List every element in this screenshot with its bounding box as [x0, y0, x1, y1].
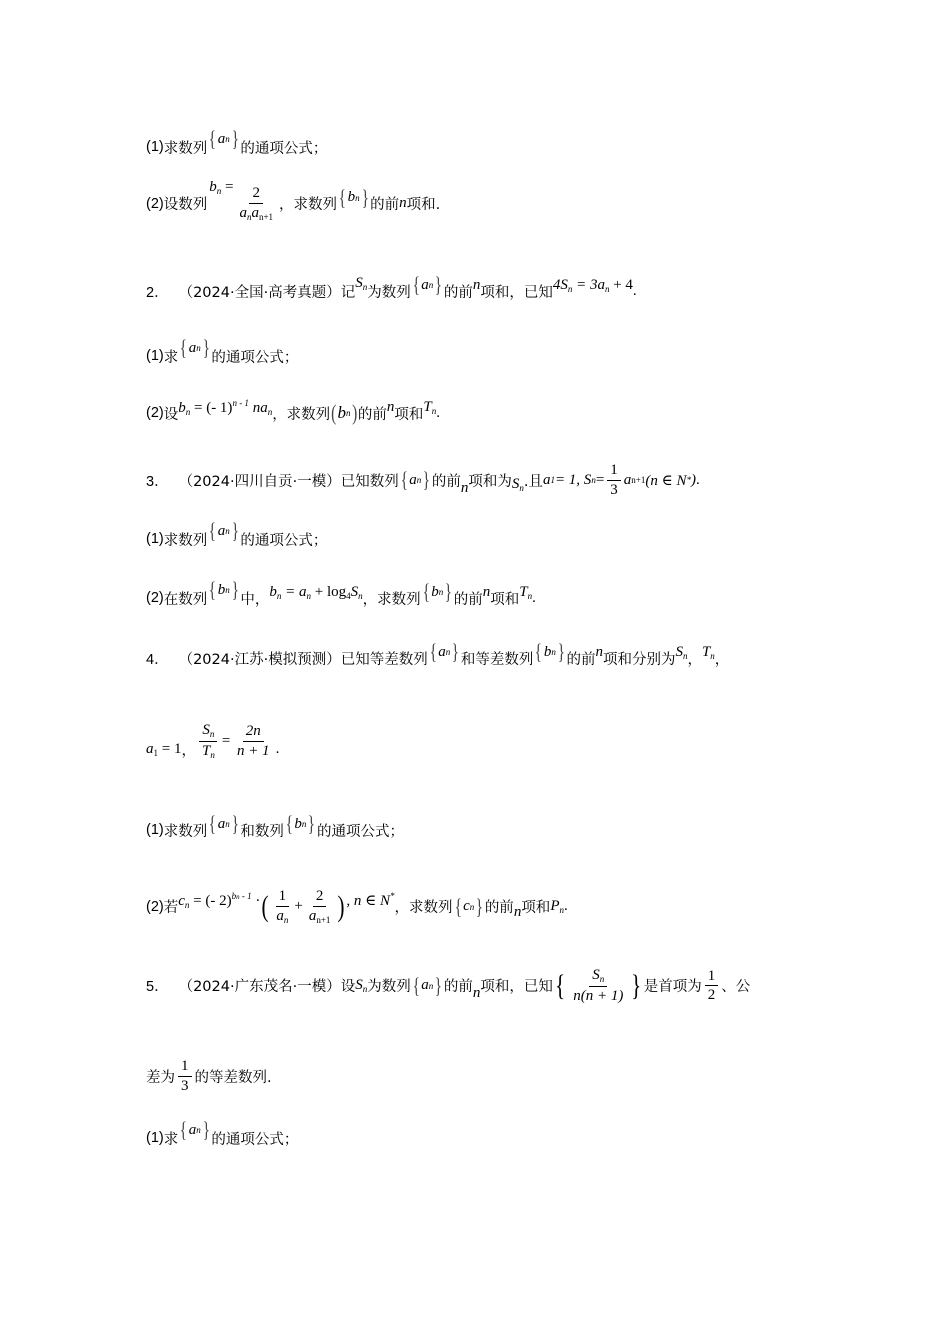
label: (2)	[146, 405, 164, 421]
var-T: $T_n$	[701, 643, 715, 661]
question-5	[146, 967, 750, 1004]
seq-b: ( b n )	[331, 400, 357, 425]
question-3	[146, 462, 700, 498]
fraction-half: $\frac{1}{2}$	[705, 968, 719, 1004]
seq-a: { a n }	[208, 811, 239, 836]
question-number: 2．	[146, 284, 169, 301]
text: 的通项公式；	[240, 532, 328, 549]
text: 项和，已知	[480, 284, 553, 301]
item-2-2	[146, 397, 440, 426]
text: 求	[163, 1131, 179, 1148]
text: 的通项公式；	[316, 823, 404, 840]
text: 已知等差数列	[340, 651, 428, 668]
var-S: $S_n$	[675, 643, 688, 661]
var-S: $S_n$	[355, 977, 368, 995]
text: 的前	[453, 591, 483, 608]
formula-a1: $a_1 = 1$	[146, 740, 182, 758]
text: 项和.	[406, 197, 441, 214]
period: .	[563, 898, 568, 915]
text: 和数列	[240, 823, 284, 840]
item-4-1	[146, 811, 404, 843]
comma: ，	[714, 651, 730, 668]
var-n: n	[472, 985, 481, 1002]
text: 设数列	[163, 197, 208, 214]
fraction-third: $\frac{1}{3}$	[178, 1058, 192, 1094]
fraction-2n: $\frac{2n}{n + 1}$	[236, 723, 270, 759]
var-T: $T_n$	[519, 583, 533, 601]
source: （2024·广东茂名·一模）	[178, 979, 341, 996]
text: 在数列	[163, 591, 208, 608]
text: 求数列	[163, 140, 208, 157]
text: 项和	[394, 406, 424, 423]
text: 设	[340, 979, 356, 996]
period: .	[275, 740, 280, 757]
text: .且	[523, 473, 543, 490]
fraction: $\frac{2}{a_na_{n+1}}$	[239, 185, 274, 222]
text: 项和	[521, 900, 551, 917]
formula: a 1 = 1, S n = $\frac{1}{3}$ a n+1 (n ∈ N * )	[542, 462, 696, 498]
var-n: n	[595, 643, 603, 660]
seq-a: { a n }	[412, 972, 443, 998]
label: (1)	[146, 348, 164, 364]
question-4-condition	[146, 722, 279, 761]
text: 项和分别为	[602, 651, 676, 668]
formula: $b_n = a_n + \log_4S_n$	[269, 583, 363, 601]
label: (1)	[146, 531, 164, 547]
period: .	[436, 404, 440, 421]
text: 若	[163, 900, 179, 917]
period: .	[695, 471, 700, 488]
text: 项和，已知	[480, 979, 553, 996]
label: (1)	[146, 139, 164, 155]
text: 是首项为	[643, 979, 702, 996]
text: 和等差数列	[460, 651, 534, 668]
text: ，求数列	[394, 900, 453, 917]
fraction-braced: { $\frac{S_n}{n(n + 1)}$ }	[554, 967, 642, 1004]
question-4	[146, 639, 730, 671]
item-4-2	[146, 888, 568, 925]
seq-a: { a n }	[179, 335, 210, 360]
source: （2024·江苏·模拟预测）	[178, 651, 341, 668]
item-5-1	[146, 1117, 299, 1151]
var-T: $T_n$	[423, 398, 437, 416]
seq-b: { b n }	[285, 811, 316, 836]
source: （2024·四川自贡·一模）	[178, 473, 341, 490]
text: 的前	[443, 284, 473, 301]
var-n: n	[460, 479, 469, 496]
text: 求	[163, 349, 179, 366]
label: (2)	[146, 590, 164, 606]
seq-b: { b n }	[208, 577, 239, 602]
item-1-1	[146, 126, 328, 160]
text: 设	[163, 406, 179, 423]
seq-a: { a n }	[208, 126, 239, 151]
text: 求数列	[163, 532, 208, 549]
text: 的等差数列.	[194, 1069, 272, 1086]
label: (1)	[146, 1130, 164, 1146]
text: ，求数列	[279, 197, 338, 214]
text: 的前	[431, 473, 461, 490]
text: 的前	[370, 197, 400, 214]
fraction-S-over-T: $\frac{S_n}{T_n}$	[199, 722, 218, 761]
item-1-2	[146, 179, 441, 222]
period: .	[632, 282, 637, 299]
formula: $4S_n = 3a_n + 4$	[552, 276, 633, 294]
seq-b: { b n }	[338, 184, 369, 210]
equals: =	[220, 732, 231, 749]
var-P: $P_n$	[550, 898, 564, 916]
text: 、公	[721, 979, 751, 996]
formula-bn: $b_n$ =	[209, 179, 234, 197]
text: 的前	[443, 979, 473, 996]
seq-c: { c n }	[454, 893, 484, 919]
var-n: n	[482, 583, 491, 600]
text: 项和为	[468, 473, 512, 490]
text: 已知数列	[340, 473, 399, 490]
seq-a: { a n }	[400, 467, 431, 492]
var-n: n	[513, 904, 522, 921]
text: 记	[340, 284, 356, 301]
period: .	[532, 589, 536, 606]
question-5-cont	[146, 1058, 272, 1094]
var-n: n	[472, 276, 481, 293]
var-S: $S_n$	[355, 274, 368, 292]
text: 的前	[484, 900, 514, 917]
seq-a: { a n }	[429, 639, 460, 664]
text: 的通项公式；	[211, 349, 299, 366]
text: 的通项公式；	[240, 140, 328, 157]
var-S: $S_n$	[511, 475, 524, 493]
item-3-1	[146, 518, 328, 552]
seq-a: { a n }	[208, 518, 239, 543]
text: 的前	[566, 651, 596, 668]
question-number: 4．	[146, 651, 169, 668]
label: (2)	[146, 195, 164, 212]
text: 的前	[357, 406, 387, 423]
text: 求数列	[163, 823, 208, 840]
item-2-1	[146, 335, 299, 369]
text: ，求数列	[362, 591, 421, 608]
text: 为数列	[367, 979, 411, 996]
seq-a: { a n }	[179, 1117, 210, 1142]
text: ，求数列	[272, 406, 331, 423]
question-2	[146, 272, 637, 304]
source: （2024·全国·高考真题）	[178, 284, 341, 301]
item-3-2	[146, 577, 536, 611]
seq-b: { b n }	[422, 579, 453, 604]
text: 中，	[240, 591, 270, 608]
var-n: n	[386, 398, 395, 415]
formula: $b_n$ = (- 1)$^{n - 1}$ $na_n$	[178, 397, 273, 417]
text: 为数列	[367, 284, 411, 301]
comma: ，	[181, 742, 196, 759]
comma: ，	[687, 651, 702, 668]
var-n: n	[399, 195, 407, 212]
seq-b: { b n }	[534, 639, 565, 664]
seq-a: { a n }	[412, 272, 443, 297]
text: 差为	[146, 1069, 175, 1086]
formula-c: $c_n$ = (- 2)$^{bn - 1}$ · ( $\frac{1}{a_n}$ + $\frac{2}{a_{n+1}}$ ) , n ∈ N*	[178, 888, 395, 925]
label: (1)	[146, 822, 164, 838]
text: 项和	[490, 591, 520, 608]
question-number: 5．	[146, 979, 169, 996]
label: (2)	[146, 898, 164, 915]
question-number: 3．	[146, 473, 169, 490]
text: 的通项公式；	[211, 1131, 299, 1148]
